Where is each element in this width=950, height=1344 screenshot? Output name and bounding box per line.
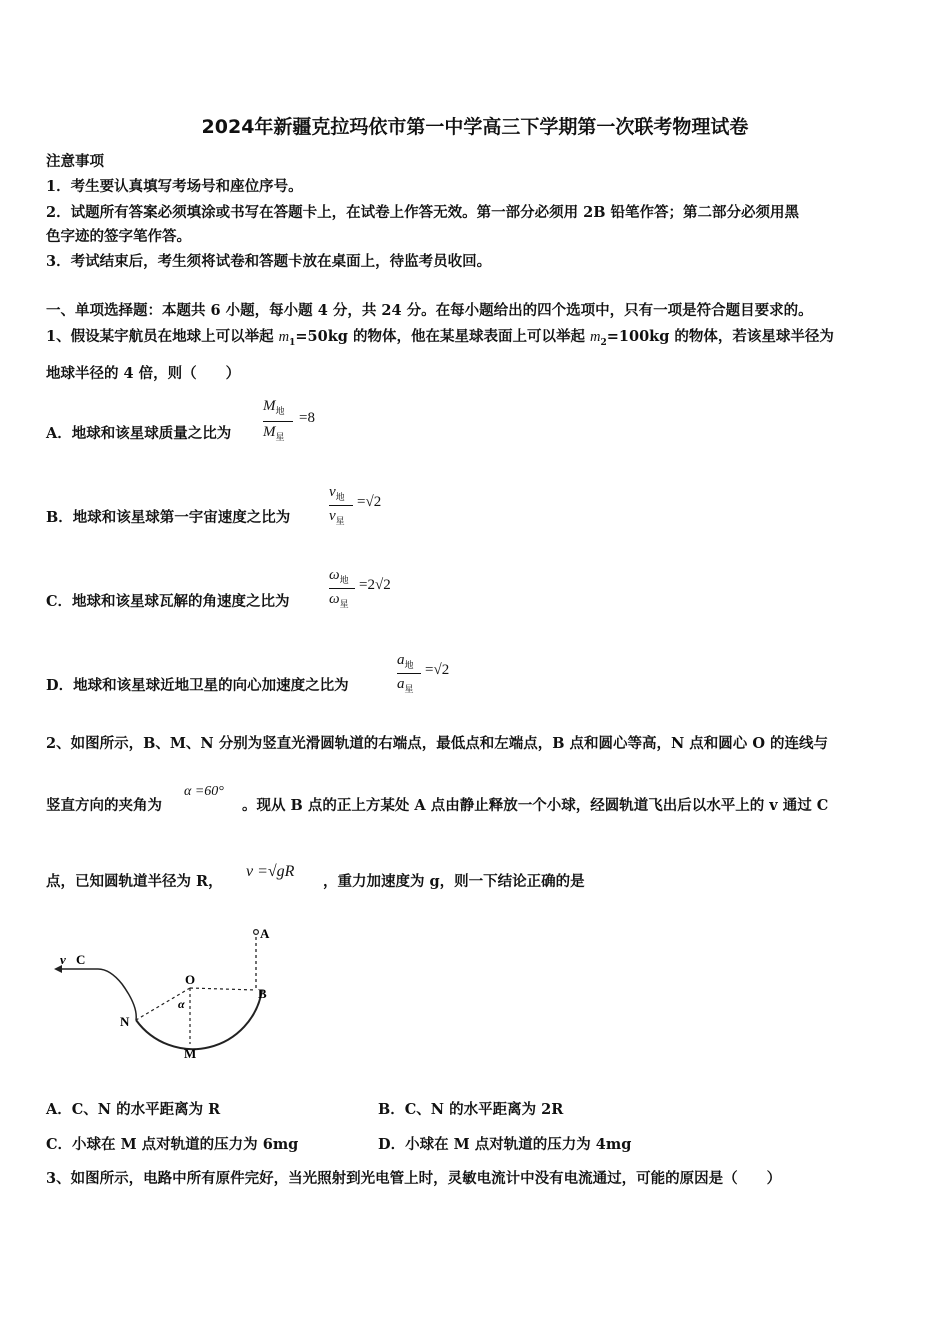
- notice-item-2-cont: 色字迹的签字笔作答。: [46, 228, 191, 245]
- q1-option-a-fraction: $M_地$ $M_星$ =8: [263, 398, 315, 442]
- notice-item-1: 1．考生要认真填写考场号和座位序号。: [46, 178, 303, 195]
- q2-option-d: D．小球在 M 点对轨道的压力为 4mg: [378, 1136, 632, 1153]
- q2-alpha-expression: α =60°: [184, 784, 224, 799]
- label-v: v: [60, 952, 66, 967]
- label-c: C: [76, 952, 86, 967]
- circular-track: [136, 990, 262, 1049]
- q1-option-a: A．地球和该星球质量之比为: [46, 425, 232, 442]
- q2-stem-line3a: 点，已知圆轨道半径为 R，: [46, 873, 223, 890]
- q2-stem-line1: 2、如图所示，B、M、N 分别为竖直光滑圆轨道的右端点，最低点和左端点，B 点和圆心等高，N 点和圆心 O 的连线与: [46, 735, 829, 752]
- q2-stem-line2b: 。现从 B 点的正上方某处 A 点由静止释放一个小球，经圆轨道飞出后以水平上的 v 通过 C: [242, 797, 829, 814]
- q2-option-b: B．C、N 的水平距离为 2R: [378, 1101, 564, 1118]
- q1-option-b: B．地球和该星球第一宇宙速度之比为: [46, 509, 291, 526]
- notice-item-2: 2．试题所有答案必须填涂或书写在答题卡上，在试卷上作答无效。第一部分必须用 2B 铅笔作答；第二部分必须用黑: [46, 204, 800, 221]
- label-m: M: [184, 1046, 197, 1061]
- q1-option-b-fraction: $v_地$ $v_星$ =√2: [329, 484, 382, 526]
- q2-stem-line2a: 竖直方向的夹角为: [46, 797, 162, 814]
- q1-option-c: C．地球和该星球瓦解的角速度之比为: [46, 593, 290, 610]
- q2-track-diagram: [50, 920, 290, 1070]
- label-alpha: α: [178, 997, 185, 1011]
- page-title: 2024年新疆克拉玛依市第一中学高三下学期第一次联考物理试卷: [201, 116, 749, 138]
- label-n: N: [120, 1014, 130, 1029]
- label-b: B: [258, 986, 267, 1001]
- q2-stem-line3b: ，重力加速度为 g，则一下结论正确的是: [323, 873, 585, 890]
- q1-option-d: D．地球和该星球近地卫星的向心加速度之比为: [46, 677, 349, 694]
- label-a: A: [260, 926, 270, 941]
- notice-item-3: 3．考试结束后，考生须将试卷和答题卡放在桌面上，待监考员收回。: [46, 253, 492, 270]
- section-heading: 一、单项选择题：本题共 6 小题，每小题 4 分，共 24 分。在每小题给出的四个选项中，只有一项是符合题目要求的。: [46, 302, 813, 319]
- q2-option-a: A．C、N 的水平距离为 R: [46, 1101, 221, 1118]
- ball-icon: [254, 930, 259, 935]
- q1-option-d-fraction: $a_地$ $a_星$ =√2: [397, 652, 450, 694]
- trajectory-curve: [98, 969, 136, 1020]
- label-o: O: [185, 972, 196, 987]
- q1-option-c-fraction: $\omega_地$ $\omega_星$ =2√2: [329, 567, 391, 609]
- notice-heading: 注意事项: [46, 153, 104, 170]
- radius-ob: [190, 988, 256, 990]
- q1-stem-line1: 1、假设某宇航员在地球上可以举起 $m_1=50kg$ 的物体，他在某星球表面上可以举起 $m_2=100kg$ 的物体，若该星球半径为: [46, 328, 834, 348]
- q3-stem-line1: 3、如图所示，电路中所有原件完好，当光照射到光电管上时，灵敏电流计中没有电流通过，可能的原因是（ ）: [46, 1170, 782, 1187]
- q2-velocity-expression: v =√gR: [246, 863, 295, 880]
- q2-option-c: C．小球在 M 点对轨道的压力为 6mg: [46, 1136, 299, 1153]
- q1-stem-line2: 地球半径的 4 倍，则（ ）: [46, 365, 241, 382]
